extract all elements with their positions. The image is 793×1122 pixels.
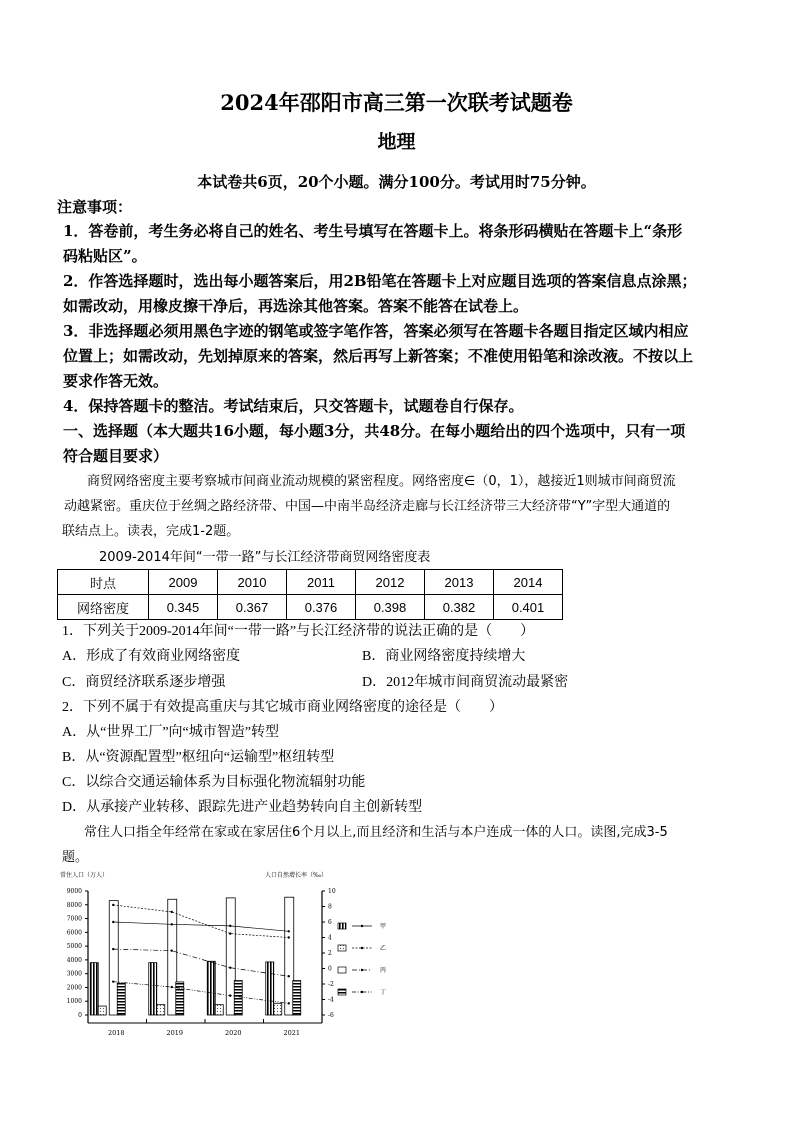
table-caption: 2009-2014年间“一带一路”与长江经济带商贸网络密度表 [99, 550, 431, 565]
table-cell: 0.376 [287, 595, 356, 620]
line-乙 [113, 905, 289, 938]
table-cell: 时点 [58, 570, 149, 595]
y2-tick-label: 10 [328, 888, 336, 895]
right-axis-label: 人口自然增长率（‰） [265, 872, 328, 879]
legend-swatch [338, 989, 346, 995]
y-tick-label: 9000 [66, 888, 82, 895]
legend-label: 丁 [380, 989, 387, 996]
q1-option-c: C．商贸经济联系逐步增强 [62, 675, 226, 690]
q2-option-d: D．从承接产业转移、跟踪先进产业趋势转向自主创新转型 [62, 800, 423, 815]
exam-title: 2024年邵阳市高三第一次联考试题卷 [220, 90, 573, 115]
y2-tick-label: 8 [328, 903, 332, 911]
y2-tick-label: 2 [328, 950, 332, 957]
table-cell: 2011 [287, 570, 356, 595]
y2-tick-label: -4 [328, 996, 334, 1004]
q1-option-b: B．商业网络密度持续增大 [362, 649, 526, 664]
passage-line: 动越紧密。重庆位于丝绸之路经济带、中国—中南半岛经济走廊与长江经济带三大经济带“Y”字型大通道的 [64, 499, 671, 514]
notice-line: 位置上；如需改动，先划掉原来的答案，然后再写上新答案；不准使用铅笔和涂改液。不按以上 [63, 347, 694, 365]
bar-乙 [157, 1005, 165, 1015]
exam-info: 本试卷共6页，20个小题。满分100分。考试用时75分钟。 [197, 173, 596, 191]
passage-line: 题。 [62, 850, 89, 865]
y-tick-label: 8000 [66, 901, 82, 909]
bar-乙 [215, 1005, 223, 1015]
point-丙 [171, 949, 173, 951]
point-丙 [112, 948, 114, 950]
notice-line: 2．作答选择题时，选出每小题答案后，用2B铅笔在答题卡上对应题目选项的答案信息点涂黑； [63, 272, 697, 290]
line-丙 [113, 949, 289, 976]
passage-line: 联结点上。读表，完成1-2题。 [62, 524, 240, 539]
population-chart [0, 860, 400, 1040]
point-丁 [288, 1002, 290, 1004]
legend-label: 丙 [380, 967, 387, 974]
point-甲 [229, 925, 231, 927]
y-tick-label: 7000 [66, 915, 82, 923]
table-cell: 0.367 [218, 595, 287, 620]
y2-tick-label: -6 [328, 1012, 334, 1019]
table-cell: 2014 [494, 570, 563, 595]
bar-甲 [207, 961, 215, 1015]
legend-swatch [338, 945, 346, 951]
table-cell: 2013 [425, 570, 494, 595]
y2-tick-label: 0 [328, 965, 332, 973]
legend-marker [361, 947, 363, 949]
table-cell: 0.345 [149, 595, 218, 620]
legend-swatch [338, 923, 346, 929]
line-甲 [113, 922, 289, 931]
point-乙 [229, 932, 231, 934]
y2-tick-label: -2 [328, 981, 334, 988]
left-axis-label: 常住人口（万人） [60, 872, 109, 879]
passage-line: 常住人口指全年经常在家或在家居住6个月以上,而且经济和生活与本户连成一体的人口。读图,完成3-5 [84, 825, 668, 840]
y-tick-label: 4000 [66, 956, 82, 964]
x-tick-label: 2021 [283, 1029, 301, 1037]
passage-line: 商贸网络密度主要考察城市间商业流动规模的紧密程度。网络密度∈（0，1），越接近1则城市间商贸流 [87, 474, 676, 489]
question-1-stem: 1．下列关于2009-2014年间“一带一路”与长江经济带的说法正确的是（ ） [62, 624, 535, 639]
table-cell: 网络密度 [58, 595, 149, 620]
y2-tick-label: 4 [328, 934, 332, 942]
point-乙 [288, 936, 290, 938]
q1-option-d: D．2012年城市间商贸流动最紧密 [362, 675, 569, 690]
point-丙 [288, 975, 290, 977]
notice-line: 3．非选择题必须用黑色字迹的钢笔或签字笔作答，答案必须写在答题卡各题目指定区域内相应 [63, 322, 689, 340]
y-tick-label: 3000 [66, 970, 82, 978]
legend-label: 甲 [380, 923, 387, 930]
table-cell: 2012 [356, 570, 425, 595]
notice-heading: 注意事项： [57, 198, 133, 216]
subject-title: 地理 [377, 131, 416, 153]
table-row [58, 570, 563, 595]
legend-label: 乙 [380, 945, 387, 952]
y-tick-label: 1000 [66, 998, 82, 1006]
y-tick-label: 2000 [66, 984, 82, 992]
notice-line: 如需改动，用橡皮擦干净后，再选涂其他答案。答案不能答在试卷上。 [63, 297, 529, 315]
x-tick-label: 2018 [107, 1029, 125, 1037]
bar-乙 [274, 1003, 282, 1015]
legend-marker [361, 925, 363, 927]
point-丁 [171, 986, 173, 988]
point-丙 [229, 967, 231, 969]
section-heading: 一、选择题（本大题共16小题，每小题3分，共48分。在每小题给出的四个选项中，只有一项 [63, 422, 686, 440]
y-tick-label: 5000 [66, 943, 82, 951]
bar-丁 [293, 981, 301, 1015]
bar-丁 [176, 982, 184, 1015]
q2-option-c: C．以综合交通运输体系为目标强化物流辐射功能 [62, 775, 366, 790]
legend-marker [361, 991, 363, 993]
q2-option-a: A．从“世界工厂”向“城市智造”转型 [62, 725, 279, 740]
y2-tick-label: 6 [328, 919, 332, 926]
question-2-stem: 2．下列不属于有效提高重庆与其它城市商业网络密度的途径是（ ） [62, 700, 503, 715]
section-heading: 符合题目要求） [63, 447, 169, 465]
q1-option-a: A．形成了有效商业网络密度 [62, 649, 241, 664]
bar-甲 [149, 963, 157, 1015]
point-乙 [112, 904, 114, 906]
bar-甲 [90, 963, 98, 1015]
x-tick-label: 2019 [166, 1029, 184, 1037]
line-丁 [113, 982, 289, 1004]
table-cell: 0.382 [425, 595, 494, 620]
point-甲 [112, 921, 114, 923]
point-丁 [112, 980, 114, 982]
table-cell: 0.398 [356, 595, 425, 620]
q2-option-b: B．从“资源配置型”枢纽向“运输型”枢纽转型 [62, 750, 335, 765]
table-cell: 0.401 [494, 595, 563, 620]
bar-丁 [117, 983, 125, 1015]
notice-line: 码粘贴区”。 [63, 247, 147, 265]
notice-line: 4．保持答题卡的整洁。考试结束后，只交答题卡，试题卷自行保存。 [63, 397, 524, 415]
x-tick-label: 2020 [224, 1029, 242, 1037]
legend-marker [361, 969, 363, 971]
point-乙 [171, 911, 173, 913]
bar-乙 [98, 1006, 106, 1015]
notice-line: 要求作答无效。 [63, 372, 169, 390]
table-row [58, 595, 563, 620]
point-甲 [171, 923, 173, 925]
point-甲 [288, 930, 290, 932]
bar-甲 [266, 962, 274, 1015]
table-cell: 2010 [218, 570, 287, 595]
legend-swatch [338, 967, 346, 973]
bar-丁 [234, 981, 242, 1015]
table-cell: 2009 [149, 570, 218, 595]
point-丁 [229, 994, 231, 996]
density-table [57, 569, 563, 620]
notice-line: 1．答卷前，考生务必将自己的姓名、考生号填写在答题卡上。将条形码横贴在答题卡上“条形 [63, 222, 683, 240]
y-tick-label: 0 [78, 1012, 82, 1019]
y-tick-label: 6000 [66, 929, 82, 937]
